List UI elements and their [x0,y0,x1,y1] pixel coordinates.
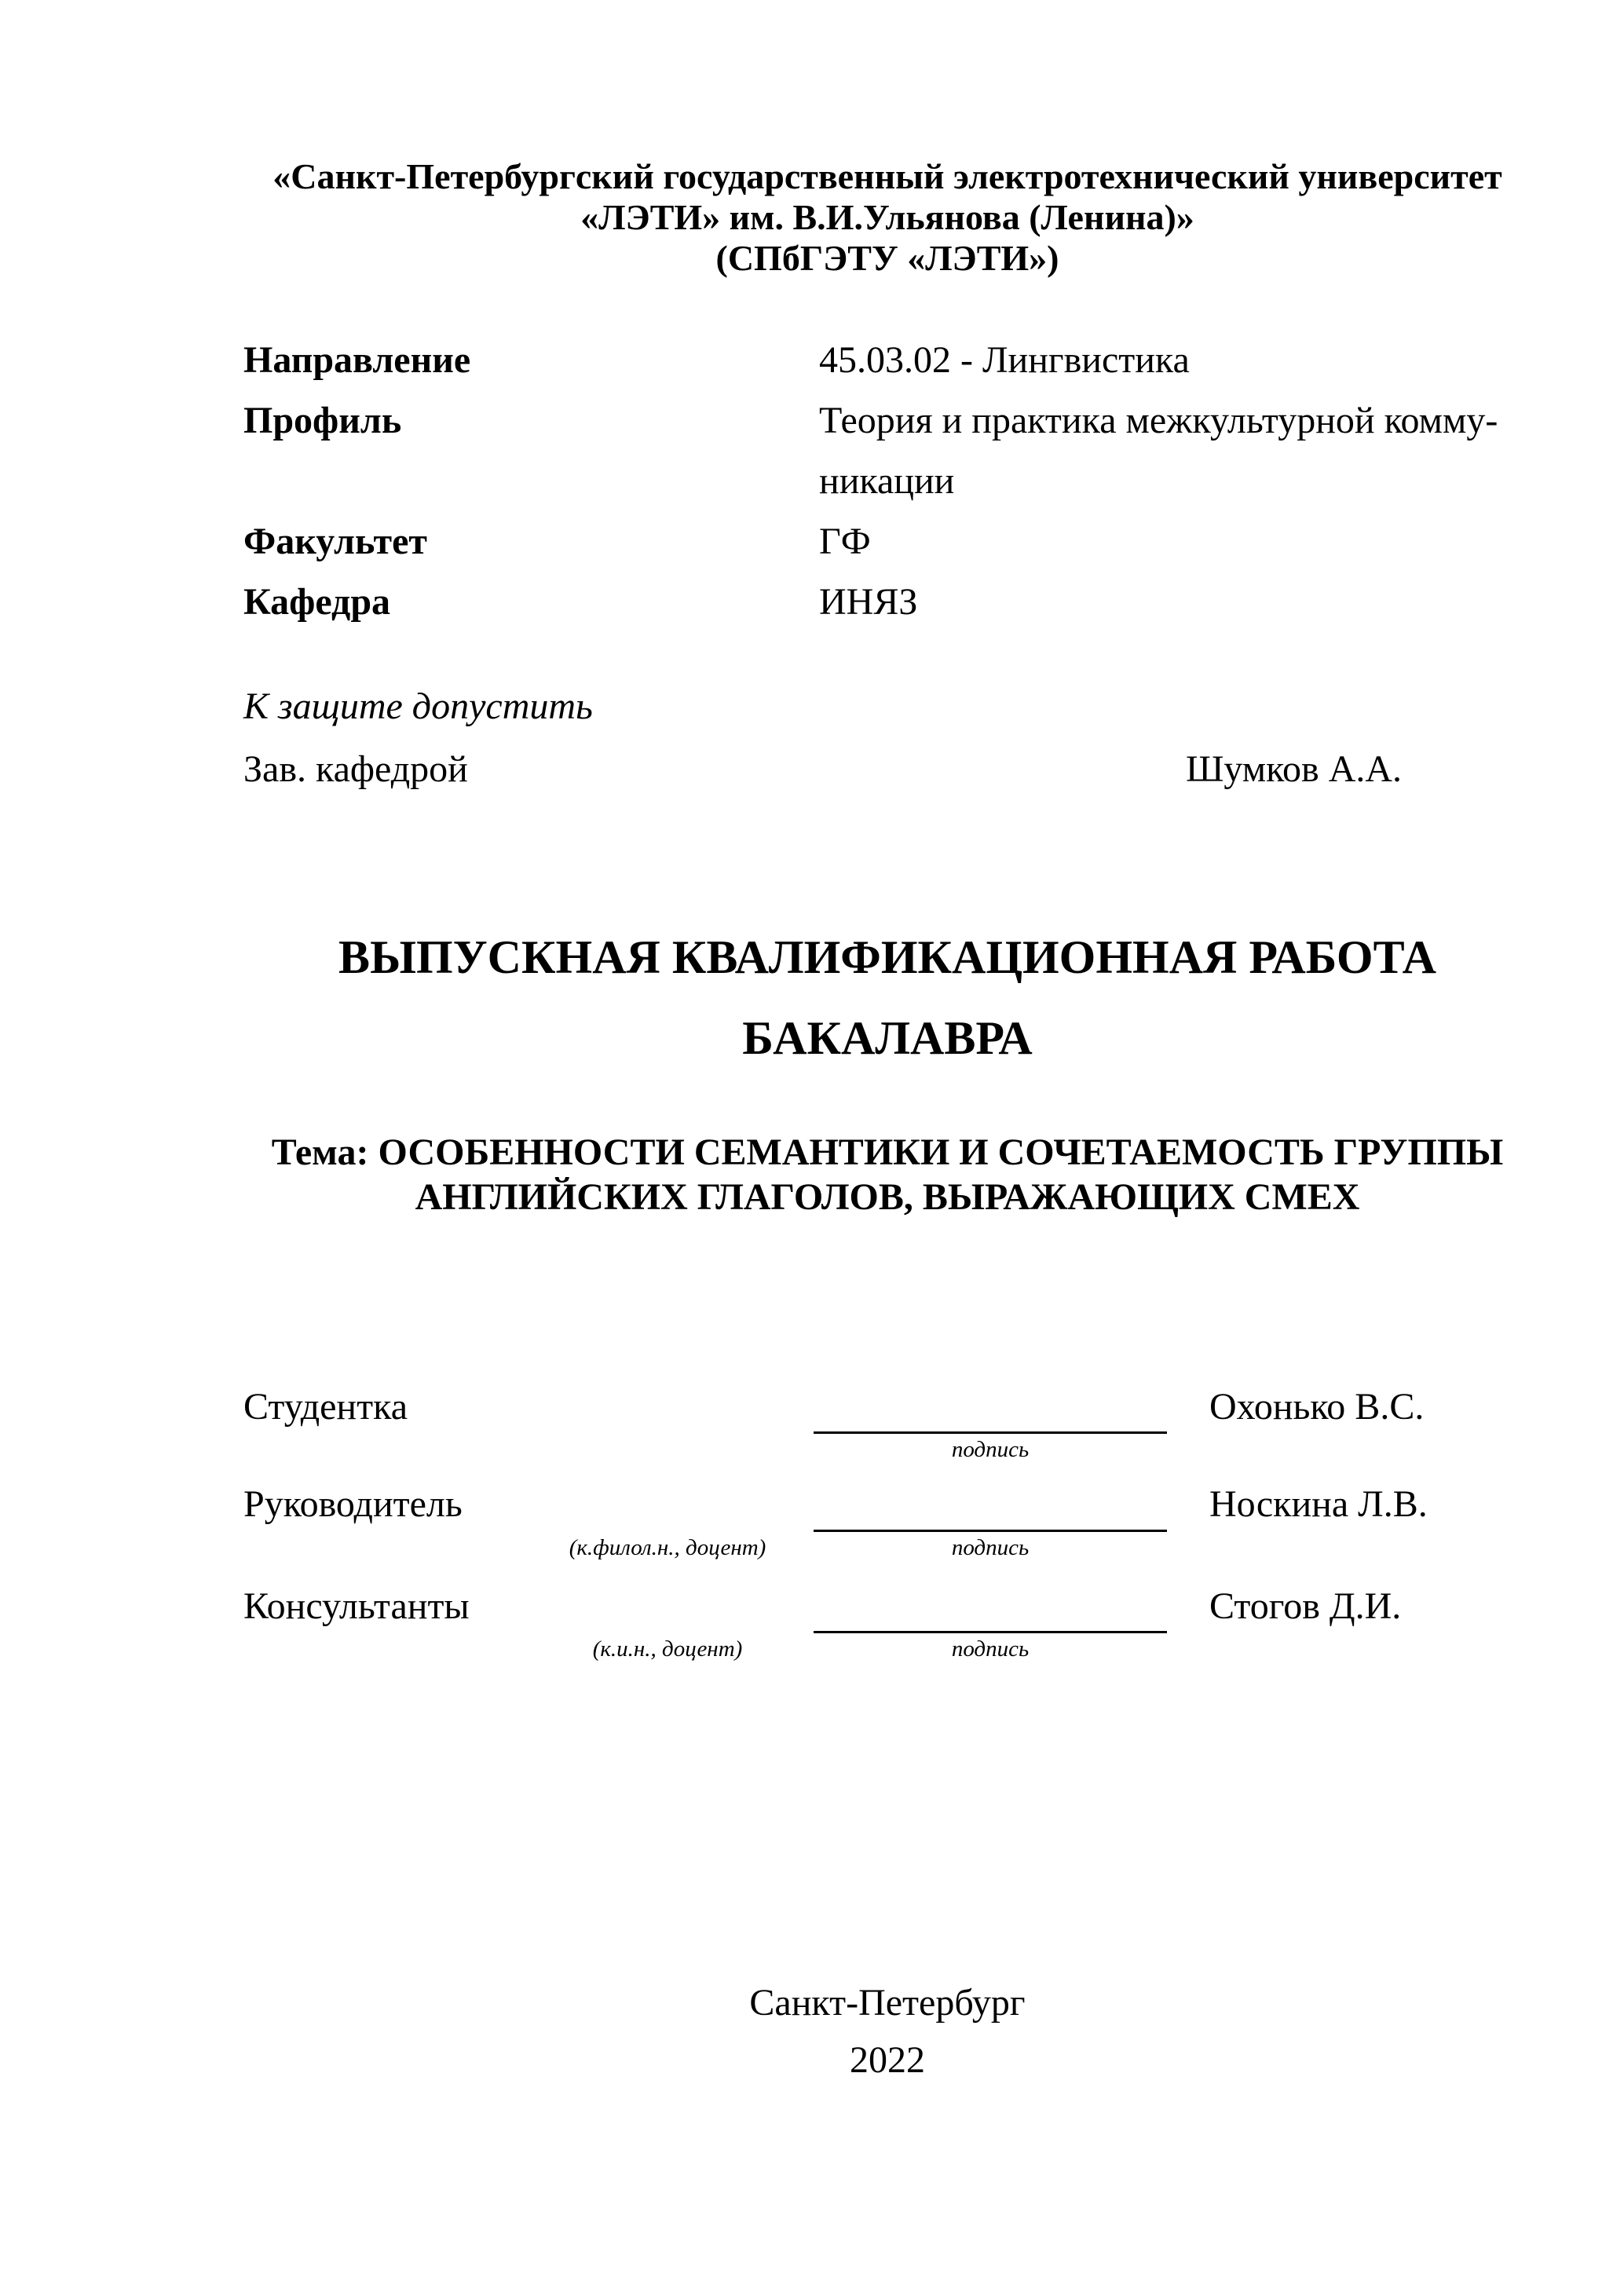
university-header-line-1: «Санкт-Петербургский государственный электротехнический университет [272,156,1502,196]
admission-role: Зав. кафедрой [243,748,468,790]
field-value-profile-line-2: никации [819,460,955,502]
signer-name-student: Охонько В.С. [1209,1386,1425,1428]
theme-line-1: Тема: ОСОБЕННОСТИ СЕМАНТИКИ И СОЧЕТАЕМОСТЬ ГРУППЫ [271,1132,1504,1173]
field-row-profile [243,390,1531,511]
theme-line-2: АНГЛИЙСКИХ ГЛАГОЛОВ, ВЫРАЖАЮЩИХ СМЕХ [415,1176,1360,1218]
signature-line-consultants [814,1631,1167,1633]
signer-name-supervisor: Носкина Л.В. [1209,1483,1428,1525]
footer-year: 2022 [850,2039,925,2081]
signature-role-consultants: Консультанты [243,1585,470,1627]
signature-caption-supervisor: подпись [951,1535,1030,1560]
field-label-department: Кафедра [243,581,391,623]
field-value-profile-line-1: Теория и практика межкультурной комму- [819,400,1498,441]
signature-line-student [814,1431,1167,1434]
field-label-faculty: Факультет [243,521,427,562]
admission-signer-name: Шумков А.А. [1186,748,1403,790]
signature-qualification-supervisor: (к.филол.н., доцент) [569,1535,766,1560]
field-value-faculty: ГФ [819,521,871,562]
field-row-department [243,572,1531,632]
footer-city: Санкт-Петербург [749,1982,1026,2024]
signer-name-consultants: Стогов Д.И. [1209,1585,1402,1627]
university-header-line-3: (СПбГЭТУ «ЛЭТИ») [715,238,1059,278]
field-label-direction: Направление [243,339,471,381]
program-fields [243,330,1531,632]
university-header [243,156,1531,279]
field-value-department: ИНЯЗ [819,581,918,623]
work-type-title: ВЫПУСКНАЯ КВАЛИФИКАЦИОННАЯ РАБОТА [338,931,1436,983]
field-value-profile [819,390,1531,511]
university-header-line-2: «ЛЭТИ» им. В.И.Ульянова (Ленина)» [580,197,1194,237]
admission-note: К защите допустить [243,686,593,727]
signature-caption-consultants: подпись [951,1636,1030,1662]
signature-role-student: Студентка [243,1386,408,1428]
field-label-profile: Профиль [243,400,402,441]
signature-role-supervisor: Руководитель [243,1483,463,1525]
field-row-direction [243,330,1531,390]
work-type-subtitle: БАКАЛАВРА [742,1012,1033,1064]
signature-line-supervisor [814,1530,1167,1532]
signature-caption-student: подпись [951,1437,1030,1462]
field-value-direction: 45.03.02 - Лингвистика [819,339,1190,381]
signature-qualification-consultants: (к.и.н., доцент) [592,1636,743,1662]
field-row-faculty [243,511,1531,572]
